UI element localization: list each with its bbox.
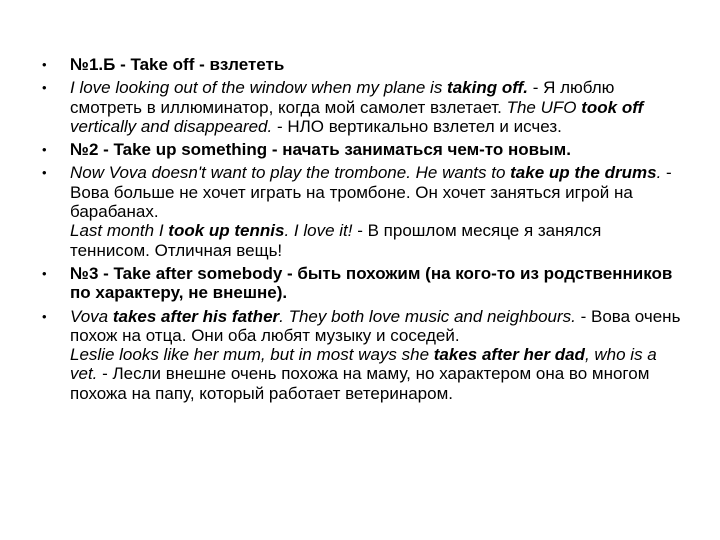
item-text: The UFO <box>506 97 582 117</box>
item-text: Leslie looks like her mum, but in most ways she <box>70 345 434 365</box>
item-subline <box>70 345 682 403</box>
item-text: - Я люблю смотреть в иллюминатор, когда мой самолет взлетает. <box>70 78 615 117</box>
bullet-icon: • <box>42 308 47 324</box>
item-text: taking off. <box>447 78 528 98</box>
item-text: №1.Б - Take off - взлететь <box>70 55 285 74</box>
bullet-item <box>42 55 682 74</box>
item-text: vertically and disappeared. <box>70 116 273 136</box>
item-text: . <box>656 163 662 183</box>
bullet-list <box>42 55 682 407</box>
bullet-item <box>42 307 682 403</box>
item-text: №3 - Take after somebody - быть похожим (на кого-то из родственников по характеру, не внешне). <box>70 263 673 303</box>
bullet-item <box>42 163 682 259</box>
item-text: . I love it! <box>284 221 353 241</box>
bullet-icon: • <box>42 265 47 281</box>
item-text: №2 - Take up something - начать заниматься чем-то новым. <box>70 140 571 160</box>
item-text: take up the drums <box>510 163 657 183</box>
item-text: I love looking out of the window when my plane is <box>70 78 448 98</box>
item-text: took off <box>581 97 644 117</box>
bullet-item <box>42 140 682 159</box>
item-text: - НЛО вертикально взлетел и исчез. <box>272 116 562 136</box>
item-subline <box>70 221 682 260</box>
item-text: - Вова очень похож на отца. Они оба любят музыку и соседей. <box>70 306 681 345</box>
bullet-icon: • <box>42 142 47 158</box>
item-text: takes after his father <box>112 306 280 326</box>
item-text: - В прошлом месяце я занялся теннисом. Отличная вещь! <box>70 221 602 260</box>
bullet-item <box>42 78 682 136</box>
bullet-icon: • <box>42 80 47 96</box>
bullet-icon: • <box>42 165 47 181</box>
item-text: took up tennis <box>168 221 285 241</box>
item-text: takes after her dad <box>433 345 585 365</box>
item-text: - Лесли внешне очень похожа на маму, но характером она во многом похожа на папу, который работает ветеринаром. <box>70 364 650 403</box>
item-text: . They both love music and neighbours. <box>279 306 576 326</box>
item-text: Now Vova doesn't want to play the trombone. He wants to <box>70 163 511 183</box>
item-text: - Вова больше не хочет играть на тромбоне. Он хочет заняться игрой на барабанах. <box>70 163 672 222</box>
bullet-icon: • <box>42 57 47 72</box>
item-text: Vova <box>70 306 113 326</box>
bullet-item <box>42 264 682 303</box>
item-text: , who is a vet. <box>70 345 657 384</box>
item-text: Last month I <box>70 221 169 241</box>
